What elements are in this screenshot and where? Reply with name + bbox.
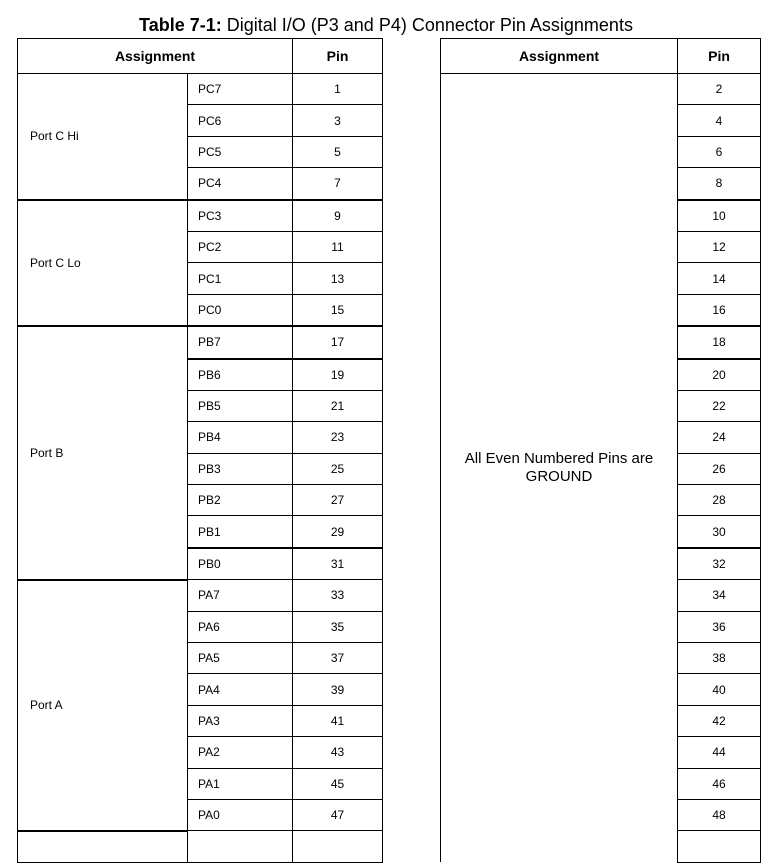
- port-name-cell: Port B: [18, 326, 188, 580]
- caption-text: Digital I/O (P3 and P4) Connector Pin Assignments: [226, 15, 633, 35]
- signal-cell: PB3: [188, 453, 293, 484]
- pin-cell: 19: [293, 359, 383, 391]
- signal-cell: PA2: [188, 737, 293, 768]
- signal-cell: PA6: [188, 611, 293, 642]
- pin-cell: 18: [678, 326, 761, 358]
- signal-cell: PC6: [188, 105, 293, 136]
- signal-cell: PA1: [188, 768, 293, 799]
- pin-cell: 26: [678, 453, 761, 484]
- pin-cell: 44: [678, 737, 761, 768]
- signal-cell: PC7: [188, 74, 293, 105]
- table-row: [18, 200, 383, 232]
- right-header-pin: Pin: [678, 39, 761, 74]
- pin-cell: 12: [678, 231, 761, 262]
- pin-cell: 9: [293, 200, 383, 232]
- signal-cell: PB7: [188, 326, 293, 358]
- table-row: [441, 74, 761, 105]
- pin-cell: 24: [678, 422, 761, 453]
- pin-cell: 6: [678, 136, 761, 167]
- empty-cell: [293, 831, 383, 863]
- pin-cell: 8: [678, 168, 761, 200]
- pin-cell: 16: [678, 294, 761, 326]
- pin-cell: 21: [293, 390, 383, 421]
- right-header-assignment: Assignment: [441, 39, 678, 74]
- signal-cell: PA7: [188, 580, 293, 611]
- pin-cell: 13: [293, 263, 383, 294]
- pin-cell: 43: [293, 737, 383, 768]
- pin-cell: 3: [293, 105, 383, 136]
- left-header-assignment: Assignment: [18, 39, 293, 74]
- pin-cell: 42: [678, 705, 761, 736]
- signal-cell: PB1: [188, 516, 293, 548]
- signal-cell: PC2: [188, 231, 293, 262]
- ground-note-cell: All Even Numbered Pins are GROUND: [441, 74, 678, 863]
- table-row: [18, 831, 383, 863]
- pin-cell: 1: [293, 74, 383, 105]
- left-table-body: [18, 74, 383, 863]
- pin-cell: 17: [293, 326, 383, 358]
- table-row: [18, 326, 383, 358]
- signal-cell: PA0: [188, 799, 293, 830]
- signal-cell: PB0: [188, 548, 293, 580]
- signal-cell: PB5: [188, 390, 293, 421]
- signal-cell: PB6: [188, 359, 293, 391]
- signal-cell: PC5: [188, 136, 293, 167]
- empty-pin-cell: [678, 831, 761, 862]
- pin-cell: 15: [293, 294, 383, 326]
- pin-cell: 32: [678, 548, 761, 580]
- signal-cell: PA4: [188, 674, 293, 705]
- table-row: [18, 580, 383, 611]
- pin-cell: 5: [293, 136, 383, 167]
- pin-cell: 38: [678, 643, 761, 674]
- pin-cell: 39: [293, 674, 383, 705]
- right-pin-table: [440, 38, 761, 863]
- pin-cell: 30: [678, 516, 761, 548]
- pin-cell: 31: [293, 548, 383, 580]
- pin-cell: 14: [678, 263, 761, 294]
- signal-cell: PA3: [188, 705, 293, 736]
- right-table-body: [441, 74, 761, 863]
- pin-cell: 36: [678, 611, 761, 642]
- port-name-cell: Port A: [18, 580, 188, 831]
- pin-cell: 34: [678, 580, 761, 611]
- signal-cell: PB2: [188, 485, 293, 516]
- left-header-pin: Pin: [293, 39, 383, 74]
- pin-cell: 23: [293, 422, 383, 453]
- empty-cell: [188, 831, 293, 863]
- pin-cell: 10: [678, 200, 761, 232]
- pin-cell: 47: [293, 799, 383, 830]
- pin-cell: 35: [293, 611, 383, 642]
- port-name-cell: Port C Lo: [18, 200, 188, 327]
- pin-cell: 28: [678, 485, 761, 516]
- pin-cell: 40: [678, 674, 761, 705]
- pin-cell: 37: [293, 643, 383, 674]
- pin-cell: 11: [293, 231, 383, 262]
- pin-cell: 27: [293, 485, 383, 516]
- pin-cell: 4: [678, 105, 761, 136]
- pin-cell: 46: [678, 768, 761, 799]
- signal-cell: PC4: [188, 168, 293, 200]
- signal-cell: PC0: [188, 294, 293, 326]
- empty-cell: [18, 831, 188, 863]
- pin-cell: 2: [678, 74, 761, 105]
- signal-cell: PB4: [188, 422, 293, 453]
- signal-cell: PA5: [188, 643, 293, 674]
- pin-cell: 29: [293, 516, 383, 548]
- pin-cell: 20: [678, 359, 761, 391]
- left-pin-table: [17, 38, 383, 863]
- pin-cell: 7: [293, 168, 383, 200]
- pin-cell: 25: [293, 453, 383, 484]
- port-name-cell: Port C Hi: [18, 74, 188, 200]
- signal-cell: PC1: [188, 263, 293, 294]
- table-row: [18, 74, 383, 105]
- pin-cell: 45: [293, 768, 383, 799]
- table-caption: [0, 14, 772, 36]
- pin-cell: 41: [293, 705, 383, 736]
- pin-cell: 33: [293, 580, 383, 611]
- pin-cell: 22: [678, 390, 761, 421]
- caption-label: Table 7-1:: [139, 15, 222, 35]
- signal-cell: PC3: [188, 200, 293, 232]
- pin-cell: 48: [678, 799, 761, 830]
